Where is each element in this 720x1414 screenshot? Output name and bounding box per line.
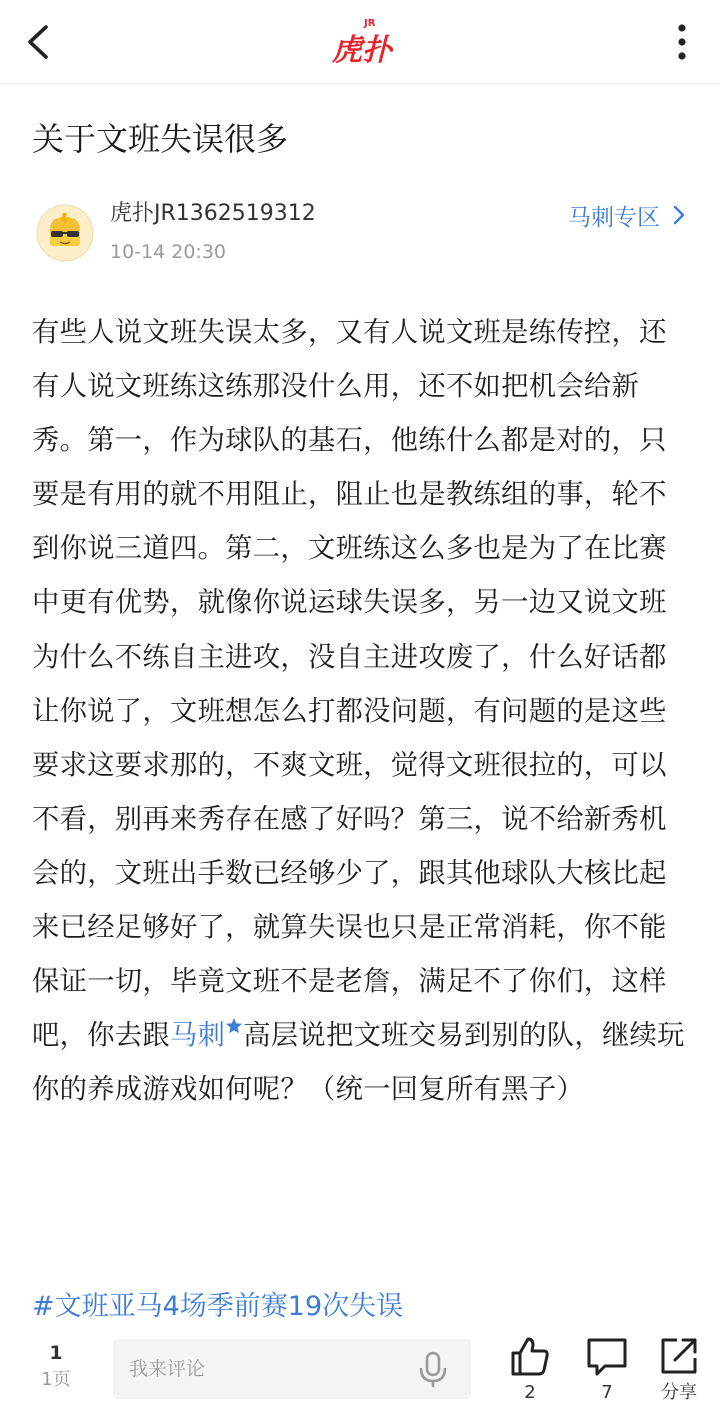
content-text: 有些人说文班失误太多，又有人说文班是练传控，还有人说文班练这练那没什么用，还不如把机会给新秀。第一，作为球队的基石，他练什么都是对的，只要是有用的就不用阻止，阻止也是教练组的事，轮不到你说三道四。第二，文班练这么多也是为了在比赛中更有优势，就像你说运球失误多，另一边又说文班为什么不练自主进攻，没自主进攻废了，什么好话都让你说了，文班想怎么打都没问题，有问题的是这些要求这要求那的，不爽文班，觉得文班很拉的，可以不看，别再来秀存在感了好吗？第三，说不给新秀机会的，文班出手数已经够少了，跟其他球队大核比起来已经足够好了，就算失误也只是正常消耗，你不能保证一切，毕竟文班不是老詹，满足不了你们，这样吧，你去跟 (32, 317, 667, 1052)
chevron-right-icon (670, 204, 688, 226)
forum-label: 马刺专区 (568, 204, 660, 231)
bottom-bar (0, 1330, 720, 1414)
comment-input[interactable] (113, 1339, 471, 1399)
comment-button[interactable] (577, 1334, 637, 1406)
comment-bubble-icon (585, 1334, 629, 1378)
comment-placeholder: 我来评论 (129, 1358, 206, 1380)
author-row (32, 196, 692, 276)
thumbs-up-icon (508, 1334, 552, 1378)
share-label: 分享 (661, 1382, 697, 1403)
like-button[interactable] (500, 1334, 560, 1406)
post-title: 关于文班失误很多 (32, 120, 289, 158)
star-icon (225, 1017, 243, 1035)
author-name[interactable]: 虎扑JR1362519312 (110, 201, 316, 226)
page-current: 1 (49, 1342, 63, 1364)
author-avatar[interactable] (36, 204, 94, 262)
post-time: 10-14 20:30 (110, 241, 227, 263)
topic-link[interactable]: 马刺 (169, 1020, 226, 1052)
hashtag-link[interactable]: #文班亚马4场季前赛19次失误 (32, 1291, 404, 1322)
content-text-continued: 高层说把文班交易到别的队，继续玩你的养成游戏如何呢？（统一回复所有黑子） (32, 1020, 685, 1106)
page-total: 1页 (41, 1369, 71, 1390)
avatar-icon (36, 204, 94, 262)
page-indicator[interactable] (28, 1340, 84, 1394)
share-icon (657, 1334, 701, 1378)
microphone-icon[interactable] (415, 1351, 451, 1389)
share-button[interactable] (649, 1334, 709, 1406)
post-content (32, 306, 692, 1117)
comment-count: 7 (601, 1382, 613, 1403)
back-button[interactable] (18, 16, 62, 68)
like-count: 2 (524, 1382, 536, 1403)
top-bar (0, 0, 720, 84)
hupu-logo (328, 12, 394, 70)
more-options-button[interactable] (662, 14, 702, 70)
logo-text: 虎扑 (332, 33, 392, 68)
more-vertical-icon (662, 14, 702, 70)
logo-badge: JR (364, 18, 376, 29)
forum-link[interactable] (568, 198, 688, 232)
chevron-left-icon (18, 16, 62, 68)
